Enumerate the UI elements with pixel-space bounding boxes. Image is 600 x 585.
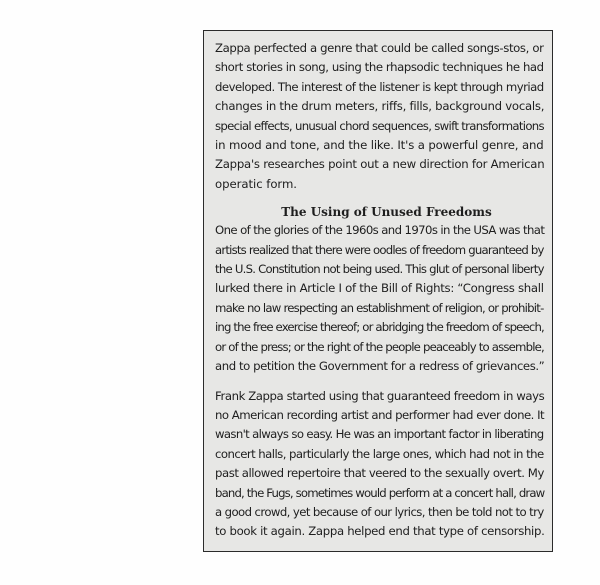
text-line: ing the free exercise thereof; or abridging the freedom of speech, <box>215 320 544 335</box>
text-line: changes in the drum meters, riffs, fills, background vocals, <box>215 99 545 114</box>
text-line: a good crowd, yet because of our lyrics, then be told not to try <box>215 504 544 519</box>
text-line: or of the press; or the right of the people peaceably to assemble, <box>215 339 544 354</box>
text-line: no American recording artist and performer had ever done. It <box>215 407 545 422</box>
text-line: wasn't always so easy. He was an important factor in liberating <box>215 427 544 442</box>
text-line: Zappa's researches point out a new direction for American <box>215 157 545 172</box>
sidebar-text-box <box>203 30 553 552</box>
section-heading: The Using of Unused Freedoms <box>281 205 492 220</box>
paragraph-gap <box>215 377 544 387</box>
text-line: Zappa perfected a genre that could be called songs-stos, or <box>215 41 544 55</box>
freedoms-paragraph <box>215 221 544 376</box>
text-line: to book it again. Zappa helped end that type of censorship. <box>215 524 545 539</box>
text-line: One of the glories of the 1960s and 1970s in the USA was that <box>215 223 545 238</box>
text-line: and to petition the Government for a redress of grievances.” <box>215 359 545 374</box>
zappa-freedom-paragraph <box>215 387 544 542</box>
text-line: the U.S. Constitution not being used. This glut of personal liberty <box>215 262 544 277</box>
text-line: short stories in song, using the rhapsodic techniques he had <box>215 60 544 75</box>
text-line: make no law respecting an establishment of religion, or prohibit- <box>215 300 544 315</box>
intro-paragraph <box>215 39 544 194</box>
text-line: Frank Zappa started using that guaranteed freedom in ways <box>215 388 545 403</box>
text-line: in mood and tone, and the like. It's a powerful genre, and <box>215 138 544 153</box>
text-line: special effects, unusual chord sequences, swift transformations <box>215 118 544 133</box>
text-line: concert halls, particularly the large ones, which had not in the <box>215 446 544 461</box>
text-line: lurked there in Article I of the Bill of Rights: “Congress shall <box>215 281 544 296</box>
text-line: operatic form. <box>215 176 297 191</box>
text-line: artists realized that there were oodles of freedom guaranteed by <box>215 242 544 257</box>
text-line: developed. The interest of the listener is kept through myriad <box>215 79 544 94</box>
text-line: band, the Fugs, sometimes would perform at a concert hall, draw <box>215 485 545 500</box>
text-line: past allowed repertoire that veered to the sexually overt. My <box>215 466 544 481</box>
